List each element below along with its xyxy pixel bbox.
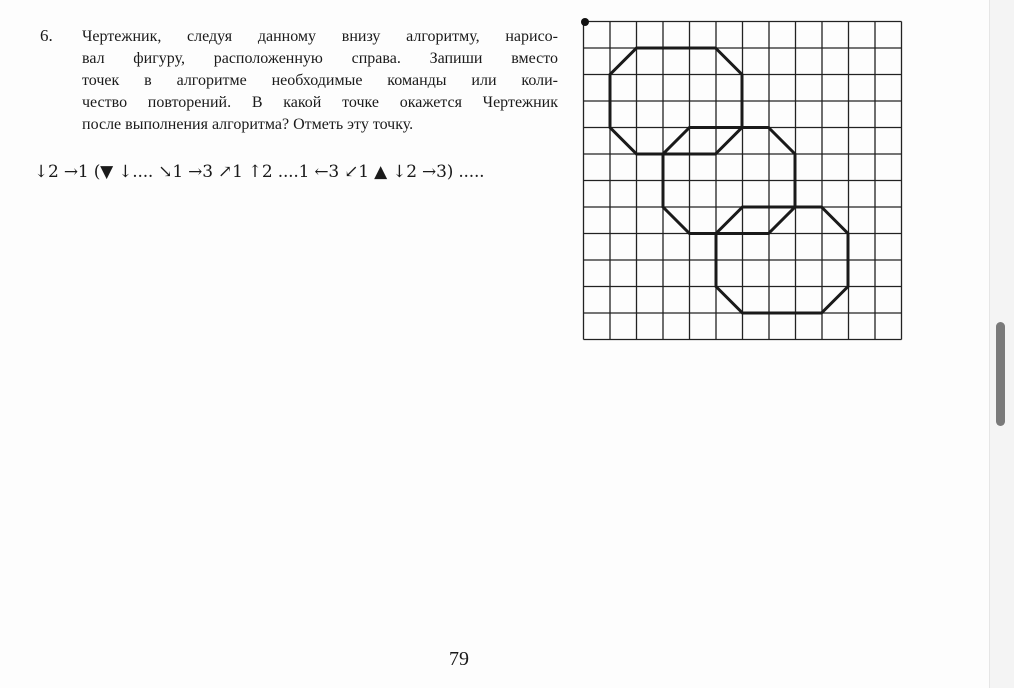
- algorithm-line: ↓2 →1 (▼ ↓.... ↘1 →3 ↗1 ↑2 ....1 ←3 ↙1 ▲ ↓2 →3) .....: [34, 162, 485, 182]
- page-number: 79: [449, 648, 469, 670]
- task-number: 6.: [40, 26, 53, 45]
- task-statement: [82, 26, 558, 136]
- task-line: вал фигуру, расположенную справа. Запиши вместо: [82, 50, 558, 67]
- grid-figure: [576, 16, 932, 352]
- start-point-icon: [581, 18, 589, 26]
- task-line: после выполнения алгоритма? Отметь эту точку.: [82, 116, 414, 133]
- scrollbar[interactable]: [989, 0, 1014, 688]
- task-line: чество повторений. В какой точке окажется Чертежник: [82, 94, 558, 111]
- task-line: Чертежник, следуя данному внизу алгоритму, нарисо-: [82, 28, 558, 45]
- task-line: точек в алгоритме необходимые команды или коли-: [82, 72, 558, 89]
- grid-lines: [584, 22, 902, 340]
- scrollbar-thumb[interactable]: [996, 322, 1005, 426]
